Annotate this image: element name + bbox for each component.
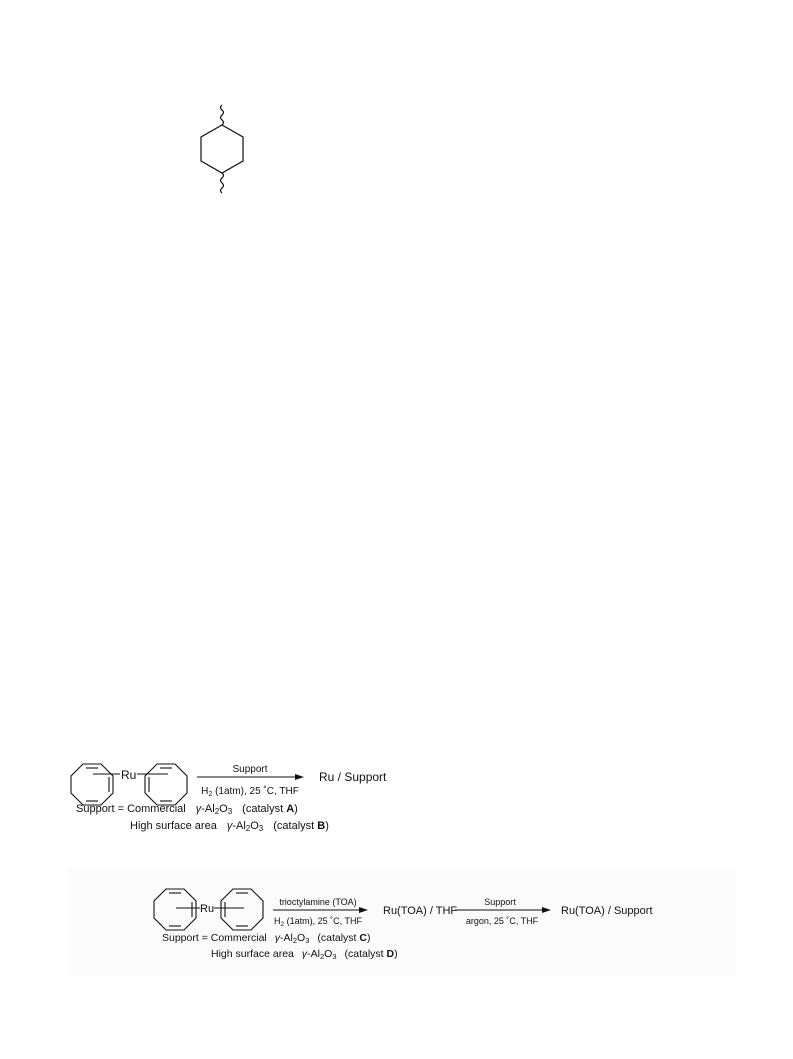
wavy-bond-bottom [221,173,224,193]
intermediate-label: Ru(TOA) / THF [383,905,458,917]
cod-ring-right [221,889,263,930]
support-line-2: High surface area γ-Al2O3 (catalyst D) [211,948,398,961]
arrow-2-reagent: Support [484,897,516,907]
cod-ring-left [154,889,196,930]
product-label: Ru / Support [319,770,387,784]
arrow-2-conditions: argon, 25 ˚C, THF [465,916,539,926]
reaction-arrowhead-1 [359,907,368,913]
cod-ring-left [71,764,113,805]
scheme-1 [0,730,793,840]
cyclohexane-ring [201,125,243,173]
arrow-1-conditions: $H_2$ (1atm), 25 ˚C, THF [274,916,362,928]
support-line-2: High surface area γ-Al2O3 (catalyst B) [130,820,329,833]
cod-ring-right [145,764,187,805]
arrow-reagent: Support [232,764,268,775]
wavy-bond-top [221,105,224,125]
arrow-conditions: $H_2$ (1atm), 25 ˚C, THF [201,786,299,798]
support-line-1: Support = Commercial γ-Al2O3 (catalyst C) [162,932,371,945]
cyclohexane-structure [0,0,793,230]
scheme-2 [0,870,793,970]
product-label: Ru(TOA) / Support [561,905,653,917]
ru-atom: Ru [121,768,137,782]
arrow-1-reagent: trioctylamine (TOA) [279,897,357,907]
support-line-1: Support = Commercial γ-Al2O3 (catalyst A) [76,803,298,816]
reaction-arrowhead [295,774,304,780]
reaction-arrowhead-2 [542,907,551,913]
ru-atom: Ru [200,903,215,915]
